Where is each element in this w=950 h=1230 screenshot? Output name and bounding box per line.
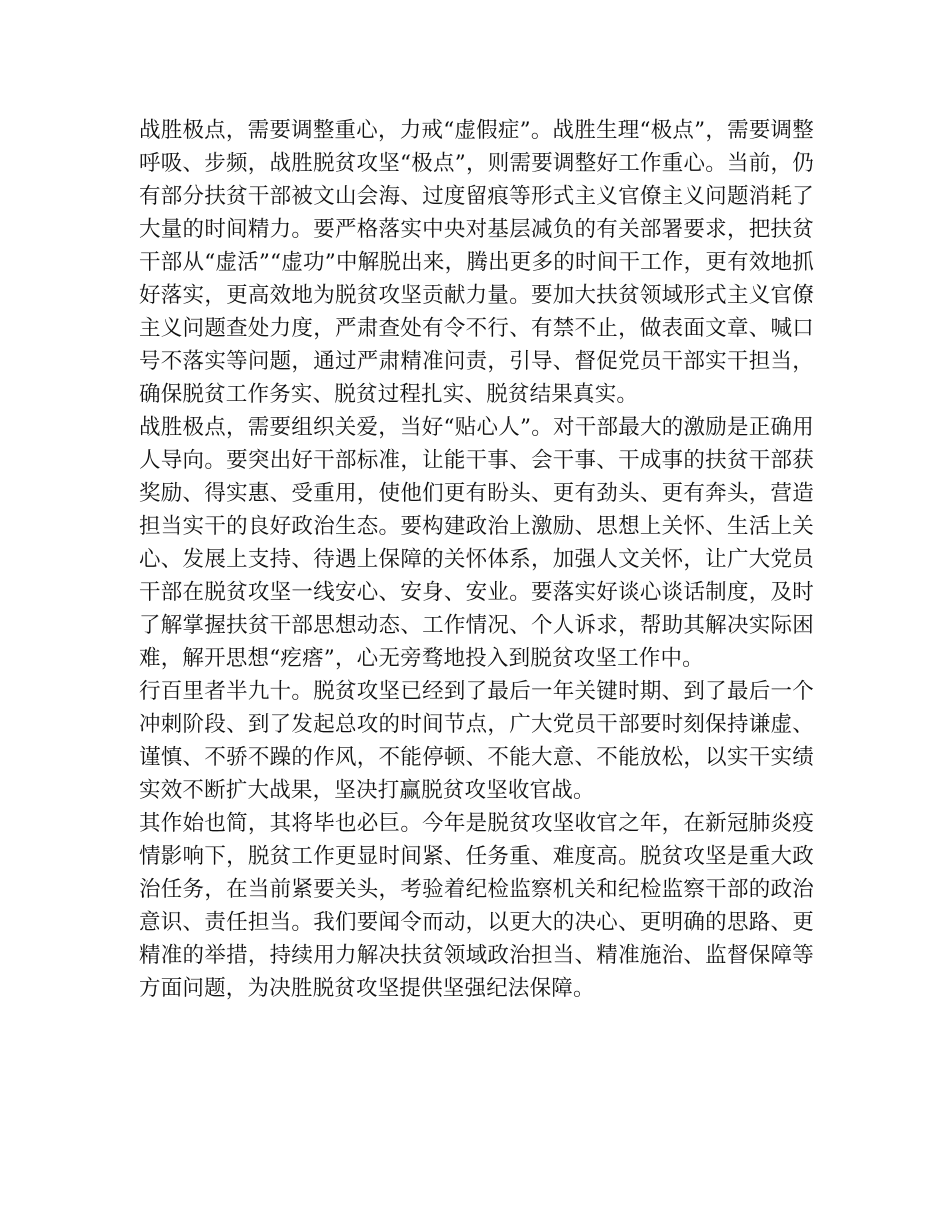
paragraph-3: 行百里者半九十。脱贫攻坚已经到了最后一年关键时期、到了最后一个冲刺阶段、到了发起总攻的时间节点，广大党员干部要时刻保持谦虚、谨慎、不骄不躁的作风，不能停顿、不能大意、不能放松，以实干实绩实效不断扩大战果，坚决打赢脱贫攻坚收官战。 xyxy=(139,679,814,803)
paragraph-4: 其作始也简，其将毕也必巨。今年是脱贫攻坚收官之年，在新冠肺炎疫情影响下，脱贫工作更显时间紧、任务重、难度高。脱贫攻坚是重大政治任务，在当前紧要关头，考验着纪检监察机关和纪检监察干部的政治意识、责任担当。我们要闻令而动，以更大的决心、更明确的思路、更精准的举措，持续用力解决扶贫领域政治担当、精准施治、监督保障等方面问题，为决胜脱贫攻坚提供坚强纪法保障。 xyxy=(139,811,814,1001)
paragraph-1: 战胜极点，需要调整重心，力戒“虚假症”。战胜生理“极点”，需要调整呼吸、步频，战胜脱贫攻坚“极点”，则需要调整好工作重心。当前，仍有部分扶贫干部被文山会海、过度留痕等形式主义官僚主义问题消耗了大量的时间精力。要严格落实中央对基层减负的有关部署要求，把扶贫干部从“虚活”“虚功”中解脱出来，腾出更多的时间干工作，更有效地抓好落实，更高效地为脱贫攻坚贡献力量。要加大扶贫领域形式主义官僚主义问题查处力度，严肃查处有令不行、有禁不止，做表面文章、喊口号不落实等问题，通过严肃精准问责，引导、督促党员干部实干担当，确保脱贫工作务实、脱贫过程扎实、脱贫结果真实。 xyxy=(139,118,814,407)
paragraph-2: 战胜极点，需要组织关爱，当好“贴心人”。对干部最大的激励是正确用人导向。要突出好干部标准，让能干事、会干事、干成事的扶贫干部获奖励、得实惠、受重用，使他们更有盼头、更有劲头、更有奔头，营造担当实干的良好政治生态。要构建政治上激励、思想上关怀、生活上关心、发展上支持、待遇上保障的关怀体系，加强人文关怀，让广大党员干部在脱贫攻坚一线安心、安身、安业。要落实好谈心谈话制度，及时了解掌握扶贫干部思想动态、工作情况、个人诉求，帮助其解决实际困难，解开思想“疙瘩”，心无旁骛地投入到脱贫攻坚工作中。 xyxy=(139,415,814,671)
document-body xyxy=(139,114,814,1005)
